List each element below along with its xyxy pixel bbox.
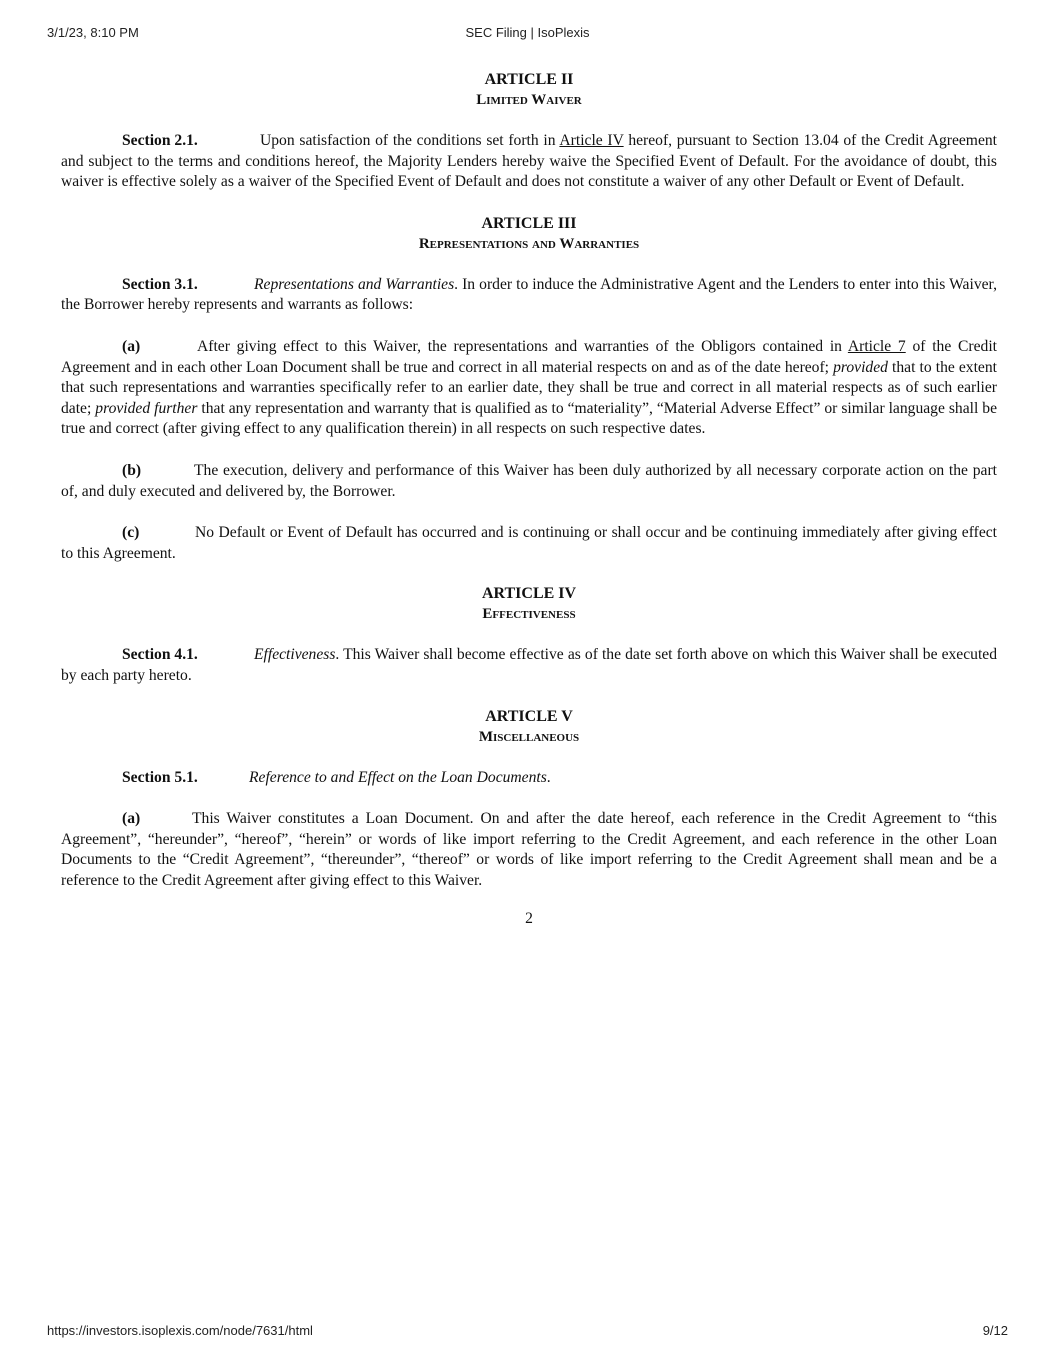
article-4-title: ARTICLE IV <box>481 585 577 603</box>
clause-3-1-a: (a) After giving effect to this Waiver, the representations and warranties of the Obligors contained in Article 7 of the Credit Agreement and in each other Loan Document shall be true and correct in all material respects on and as of the date hereof; provided that to the extent that such representations and warranties specifically refer to an earlier date, they shall be true and correct in all material respects as of such earlier date; provided further that any representation and warranty that is qualified as to “materiality”, “Material Adverse Effect” or similar language shall be true and correct (after giving effect to any qualification therein) in all respects on such respective dates. <box>61 337 998 438</box>
section-5-1-paragraph: Section 5.1. Reference to and Effect on the Loan Documents. <box>61 768 997 789</box>
clause-a-label: (a) <box>122 337 141 355</box>
article-2-subtitle: Limited Waiver <box>476 92 582 108</box>
section-5-1-heading: Reference to and Effect on the Loan Documents <box>249 768 547 786</box>
article-5-title: ARTICLE V <box>485 707 573 725</box>
section-4-1-number: Section 4.1. <box>122 646 198 664</box>
clause-5-1-a: (a) This Waiver constitutes a Loan Document. On and after the date hereof, each reference in the Credit Agreement to “this Agreement”, “hereunder”, “hereof”, “herein” or words of like import referring to the Credit Agreement, and each reference in the other Loan Documents to the “Credit Agreement”, “thereunder”, “thereof” or words of like import referring to the Credit Agreement shall mean and be a reference to the Credit Agreement after giving effect to this Waiver. <box>61 810 997 889</box>
clause-b-label: (b) <box>122 461 142 479</box>
print-header <box>0 25 1055 43</box>
section-3-1-heading: Representations and Warranties <box>254 275 455 293</box>
article-2-title: ARTICLE II <box>484 71 574 88</box>
article-3-heading <box>61 214 997 254</box>
section-4-1-paragraph: Section 4.1. Effectiveness. This Waiver shall become effective as of the date set forth above on which this Waiver shall be executed by each party hereto. <box>61 646 997 684</box>
section-4-1-heading: Effectiveness <box>254 646 336 664</box>
document-body <box>61 70 997 930</box>
article-2-heading <box>61 70 997 110</box>
section-5-1-number: Section 5.1. <box>122 768 198 786</box>
print-footer <box>0 1323 1055 1341</box>
print-page-counter: 9/12 <box>982 1323 1008 1338</box>
clause-3-1-c: (c) No Default or Event of Default has occurred and is continuing or shall occur and be continuing immediately after giving effect to this Agreement. <box>61 524 997 562</box>
article-iv-link[interactable]: Article IV <box>559 132 624 149</box>
section-3-1-number: Section 3.1. <box>122 275 198 293</box>
clause-5-a-label: (a) <box>122 810 141 828</box>
clause-3-1-b: (b) The execution, delivery and performance of this Waiver has been duly authorized by all necessary corporate action on the part of, and duly executed and delivered by, the Borrower. <box>61 461 997 500</box>
section-3-1-paragraph: Section 3.1. Representations and Warranties. In order to induce the Administrative Agent and the Lenders to enter into this Waiver, the Borrower hereby represents and warrants as follows: <box>61 275 997 314</box>
article-4-heading <box>61 584 997 624</box>
section-2-1-number: Section 2.1. <box>122 132 198 149</box>
section-2-1-paragraph: Section 2.1. Upon satisfaction of the conditions set forth in Article IV hereof, pursuant to Section 13.04 of the Credit Agreement and subject to the terms and conditions hereof, the Majority Lenders hereby waive the Specified Event of Default. For the avoidance of doubt, this waiver is effective solely as a waiver of the Specified Event of Default and does not constitute a waiver of any other Default or Event of Default. <box>61 132 997 191</box>
article-3-title: ARTICLE III <box>481 214 577 232</box>
clause-c-label: (c) <box>122 524 140 542</box>
article-7-link[interactable]: Article 7 <box>847 337 906 355</box>
article-5-subtitle: Miscellaneous <box>478 728 580 745</box>
page-number: 2 <box>525 910 533 928</box>
article-3-subtitle: Representations and Warranties <box>418 235 640 252</box>
print-url: https://investors.isoplexis.com/node/7631/html <box>47 1323 313 1338</box>
print-datetime: 3/1/23, 8:10 PM <box>47 25 139 40</box>
article-5-heading <box>61 707 997 747</box>
print-page-title: SEC Filing | IsoPlexis <box>465 25 590 40</box>
article-4-subtitle: Effectiveness <box>482 606 576 623</box>
